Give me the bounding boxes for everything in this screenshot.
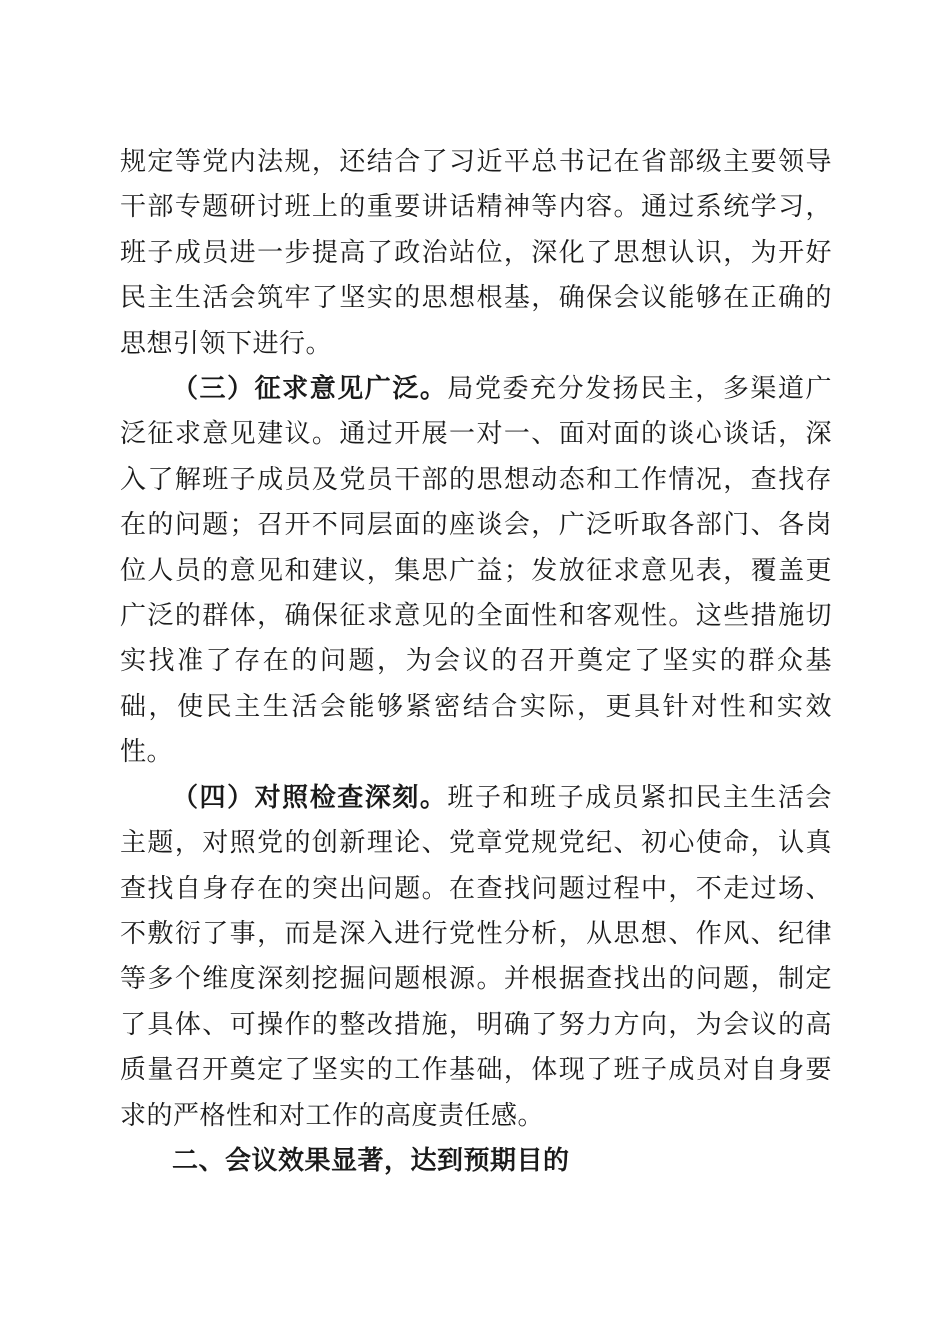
paragraph-text: 班子和班子成员紧扣民主生活会主题，对照党的创新理论、党章党规党纪、初心使命，认真查找自身存在的突出问题。在查找问题过程中，不走过场、不敷衍了事，而是深入进行党性分析，从思想、作风、纪律等多个维度深刻挖掘问题根源。并根据查找出的问题，制定了具体、可操作的整改措施，明确了努力方向，为会议的高质量召开奠定了坚实的工作基础，体现了班子成员对自身要求的严格性和对工作的高度责任感。 [120,782,832,1131]
paragraph-lead-heading: （三）征求意见广泛。 [172,374,448,405]
paragraph-text: 规定等党内法规，还结合了习近平总书记在省部级主要领导干部专题研讨班上的重要讲话精神等内容。通过系统学习，班子成员进一步提高了政治站位，深化了思想认识，为开好民主生活会筑牢了坚实的思想根基，确保会议能够在正确的思想引领下进行。 [120,147,832,359]
paragraph-study-continuation [120,140,832,367]
document-body [120,140,832,1184]
section-heading: 二、会议效果显著，达到预期目的 [172,1145,570,1176]
paragraph-opinions [120,367,832,776]
paragraph-text: 局党委充分发扬民主，多渠道广泛征求意见建议。通过开展一对一、面对面的谈心谈话，深入了解班子成员及党员干部的思想动态和工作情况，查找存在的问题；召开不同层面的座谈会，广泛听取各部门、各岗位人员的意见和建议，集思广益；发放征求意见表，覆盖更广泛的群体，确保征求意见的全面性和客观性。这些措施切实找准了存在的问题，为会议的召开奠定了坚实的群众基础，使民主生活会能够紧密结合实际，更具针对性和实效性。 [120,374,832,768]
paragraph-self-examination [120,776,832,1139]
paragraph-lead-heading: （四）对照检查深刻。 [172,782,448,813]
